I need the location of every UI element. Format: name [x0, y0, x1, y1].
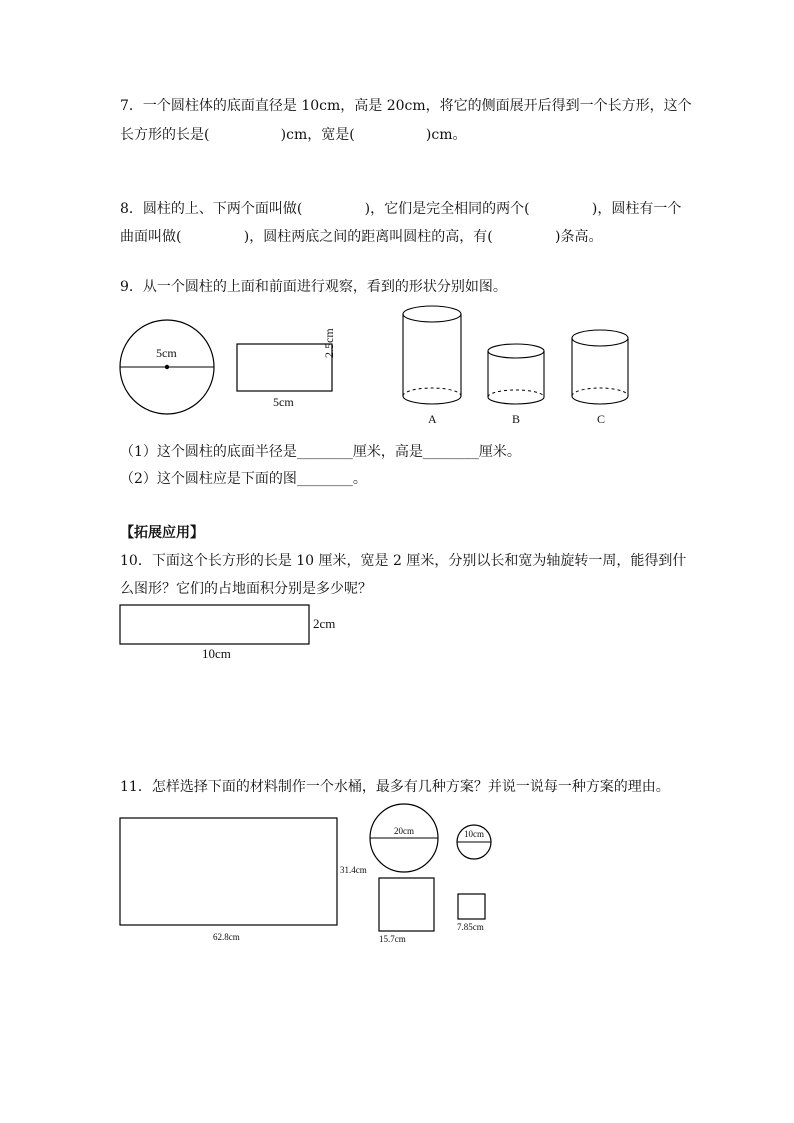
q9-sub2: （2）这个圆柱应是下面的图________。	[120, 471, 367, 487]
cylinder-c	[570, 328, 634, 408]
big-rect-height-label: 31.4cm	[340, 865, 367, 875]
big-circle-label: 20cm	[394, 826, 414, 836]
material-big-rect	[119, 817, 339, 927]
q10-rectangle	[119, 604, 311, 646]
big-square-label: 15.7cm	[379, 934, 406, 944]
q7-line2: 长方形的长是( )cm，宽是( )cm。	[120, 127, 467, 143]
option-b-label: B	[512, 412, 521, 426]
top-view-circle-figure	[118, 318, 218, 418]
circle-diameter-label: 5cm	[156, 346, 177, 360]
center-dot	[165, 365, 169, 369]
material-big-circle	[369, 803, 441, 875]
rect-width-label: 5cm	[273, 395, 294, 409]
section-heading: 【拓展应用】	[120, 525, 204, 541]
front-view-rect	[237, 344, 332, 391]
cylinder-a	[401, 304, 465, 408]
q8-line2: 曲面叫做( )，圆柱两底之间的距离叫圆柱的高，有( )条高。	[120, 229, 603, 245]
q8-line1: 8．圆柱的上、下两个面叫做( )，它们是完全相同的两个( )，圆柱有一个	[120, 201, 682, 217]
q10-line2: 么图形？它们的占地面积分别是多少呢？	[120, 581, 372, 597]
material-big-square	[378, 877, 436, 933]
big-rect-width-label: 62.8cm	[213, 932, 240, 942]
q10-length-label: 10cm	[202, 646, 231, 661]
option-a-label: A	[428, 412, 437, 426]
cylinder-b	[486, 342, 550, 408]
q7-line1: 7．一个圆柱体的底面直径是 10cm，高是 20cm，将它的侧面展开后得到一个长方形，这个	[120, 98, 692, 114]
q10-line1: 10．下面这个长方形的长是 10 厘米，宽是 2 厘米，分别以长和宽为轴旋转一周，能得到什	[120, 553, 687, 569]
q9-sub1: （1）这个圆柱的底面半径是________厘米，高是________厘米。	[120, 444, 521, 460]
rect-height-label: 2.5cm	[322, 328, 336, 358]
front-view-rect-figure	[236, 343, 336, 393]
material-small-square	[457, 893, 487, 921]
small-circle-label: 10cm	[464, 829, 484, 839]
option-c-label: C	[597, 412, 606, 426]
q10-height-label: 2cm	[313, 616, 336, 631]
small-square-label: 7.85cm	[457, 922, 484, 932]
q9-line1: 9．从一个圆柱的上面和前面进行观察，看到的形状分别如图。	[120, 279, 507, 295]
q11-line1: 11．怎样选择下面的材料制作一个水桶，最多有几种方案？并说一说每一种方案的理由。	[120, 779, 670, 795]
